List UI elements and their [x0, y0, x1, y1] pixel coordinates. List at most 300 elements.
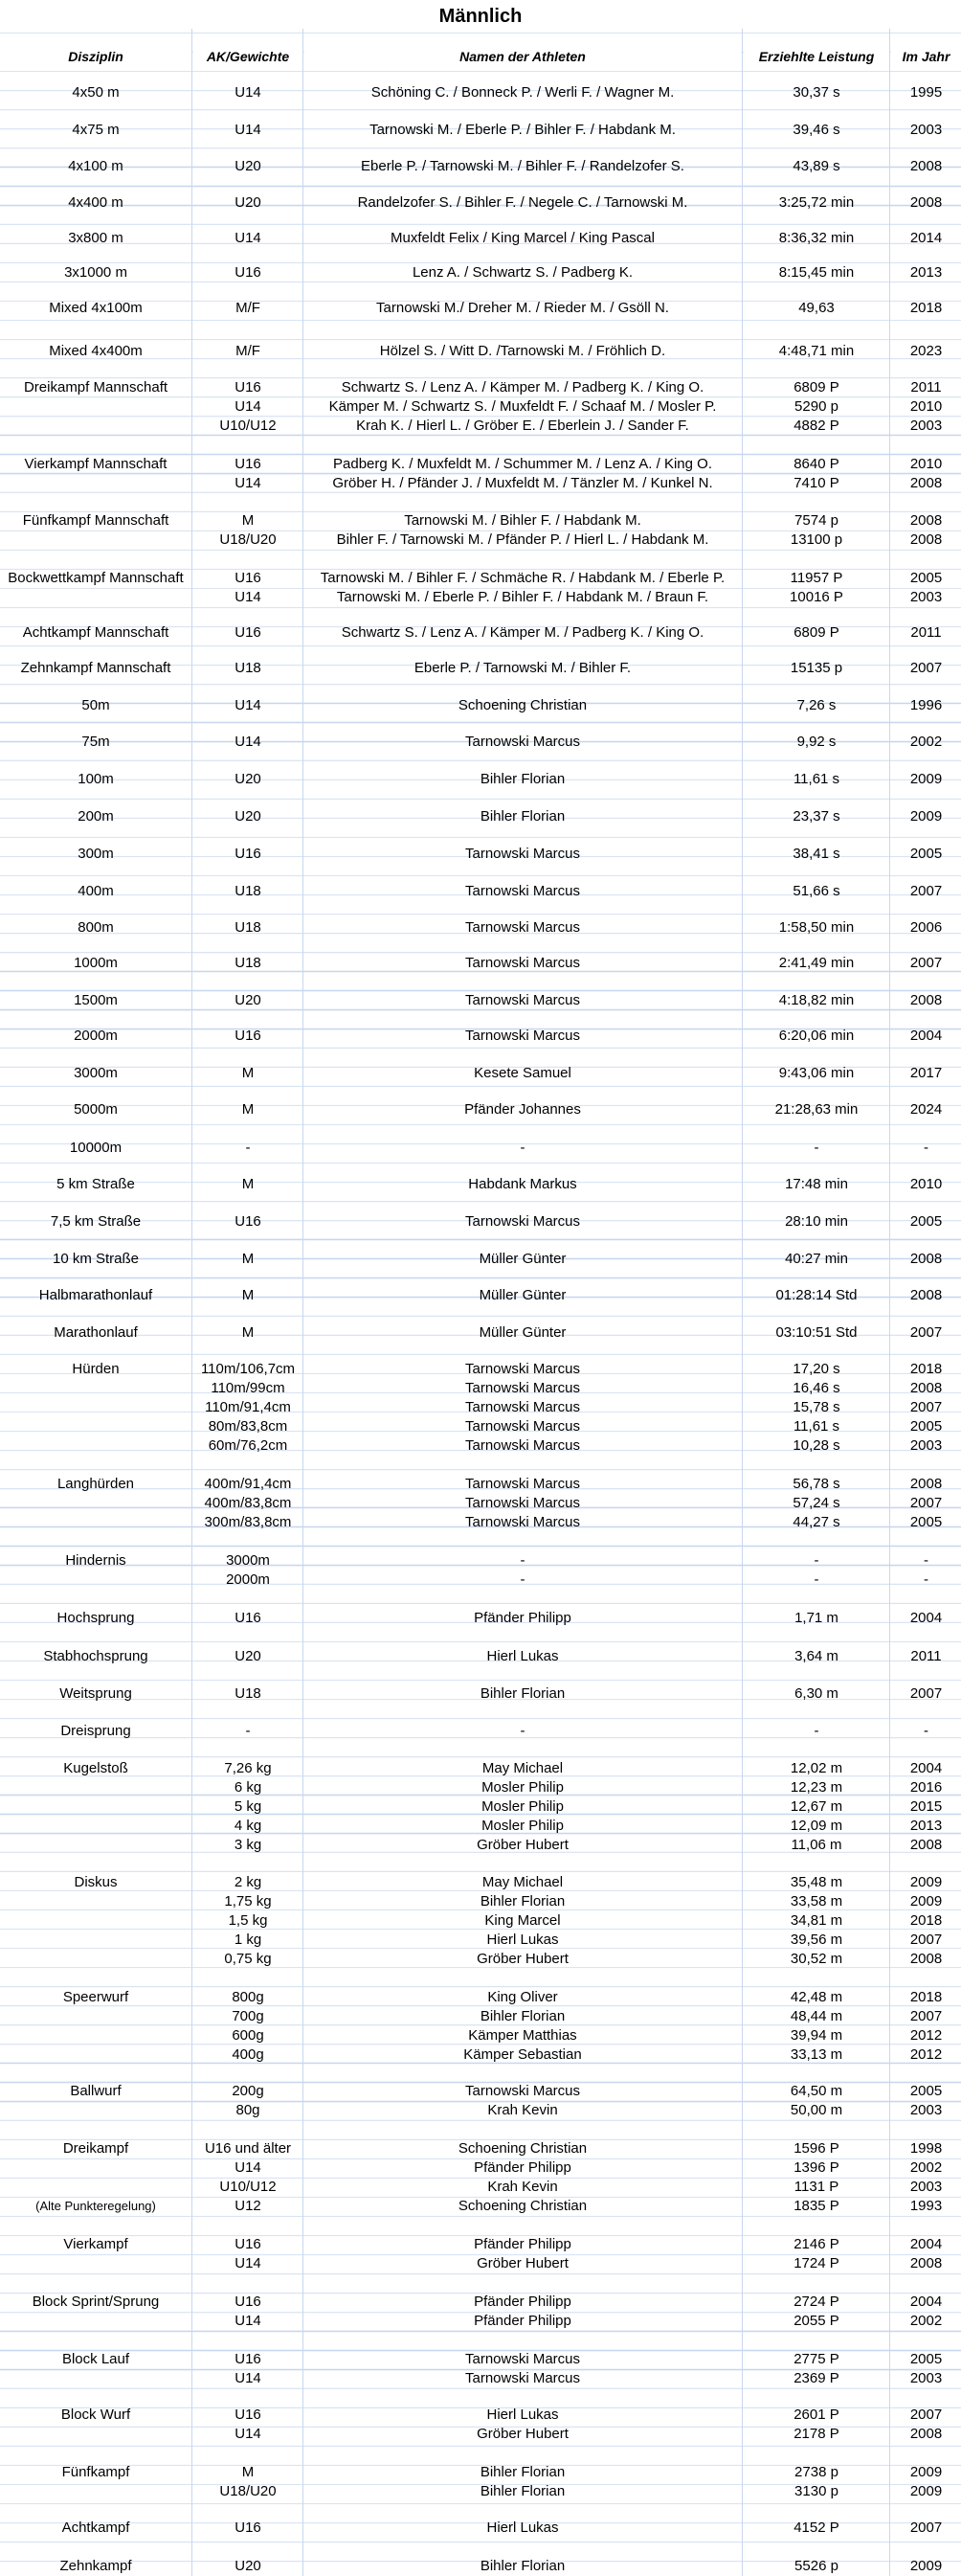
table-row — [0, 2426, 961, 2443]
year-cell: 2018 — [909, 1989, 943, 2005]
ak-cell: U20 — [235, 1648, 261, 1664]
ak-cell: 80g — [235, 2102, 260, 2118]
table-row — [0, 2046, 961, 2064]
performance-cell: 39,94 m — [790, 2027, 843, 2044]
performance-cell: 35,48 m — [790, 1874, 843, 1890]
disziplin-cell: Fünfkampf — [61, 2464, 130, 2480]
table-row — [0, 418, 961, 435]
performance-cell: 49,63 — [798, 300, 835, 316]
year-cell: 2009 — [909, 1874, 943, 1890]
ak-cell: U18/U20 — [219, 531, 277, 548]
performance-cell: 2146 P — [793, 2236, 839, 2252]
performance-cell: 4:48,71 min — [778, 343, 855, 359]
athlete-names-cell: Hierl Lukas — [486, 1932, 559, 1948]
table-row — [0, 1552, 961, 1570]
year-cell: 2010 — [909, 456, 943, 472]
performance-cell: 10,28 s — [793, 1437, 840, 1454]
disziplin-cell — [0, 2102, 191, 2119]
ak-cell: U18 — [235, 660, 261, 676]
year-cell: 2002 — [909, 2159, 943, 2176]
table-row — [0, 919, 961, 937]
disziplin-cell — [0, 418, 191, 435]
disziplin-cell — [0, 1779, 191, 1796]
performance-cell: 13100 p — [790, 531, 843, 548]
performance-cell: 21:28,63 min — [774, 1101, 859, 1118]
athlete-names-cell: Gröber Hubert — [477, 2255, 569, 2271]
athlete-names-cell: Gröber Hubert — [477, 1951, 569, 1967]
year-cell: 2008 — [909, 1380, 943, 1396]
ak-cell: U16 — [235, 1028, 261, 1044]
year-cell: 2008 — [909, 1251, 943, 1267]
year-cell: 2007 — [909, 2008, 943, 2024]
table-row — [0, 1571, 961, 1589]
athlete-names-cell: - — [520, 1571, 525, 1588]
athlete-names-cell: Bihler Florian — [480, 1893, 566, 1909]
disziplin-cell — [0, 1818, 191, 1835]
table-row — [0, 456, 961, 473]
performance-cell: 7,26 s — [796, 697, 837, 713]
year-cell: 2009 — [909, 2483, 943, 2499]
table-row — [0, 1893, 961, 1910]
disziplin-cell: 5000m — [74, 1101, 118, 1118]
disziplin-cell: Block Wurf — [60, 2407, 131, 2423]
athlete-names-cell: Tarnowski Marcus — [464, 1476, 581, 1492]
table-row — [0, 570, 961, 587]
year-cell: 2007 — [909, 1495, 943, 1511]
disziplin-cell: 2000m — [74, 1028, 118, 1044]
athlete-names-cell: Krah Kevin — [487, 2102, 558, 2118]
table-row — [0, 2159, 961, 2177]
athlete-names-cell: Tarnowski M. / Eberle P. / Bihler F. / Habdank M. — [369, 122, 676, 138]
ak-cell: U16 — [235, 2351, 261, 2367]
table-row — [0, 1476, 961, 1493]
table-row — [0, 1437, 961, 1455]
disziplin-cell — [0, 1495, 191, 1512]
table-row — [0, 475, 961, 492]
performance-cell: 6:20,06 min — [778, 1028, 855, 1044]
disziplin-cell: Vierkampf Mannschaft — [24, 456, 168, 472]
ak-cell: U16 — [235, 1610, 261, 1626]
ak-cell: U20 — [235, 808, 261, 825]
athlete-names-cell: Bihler Florian — [480, 771, 566, 787]
year-cell: 2002 — [909, 2313, 943, 2329]
performance-cell: 2178 P — [793, 2426, 839, 2442]
athlete-names-cell: Tarnowski M. / Bihler F. / Habdank M. — [404, 512, 641, 529]
disziplin-cell: 1000m — [74, 955, 118, 971]
performance-cell: 64,50 m — [790, 2083, 843, 2099]
disziplin-cell — [0, 2046, 191, 2064]
year-cell: 2003 — [909, 418, 943, 434]
disziplin-cell: Bockwettkampf Mannschaft — [8, 570, 184, 586]
table-row — [0, 1251, 961, 1268]
athlete-names-cell: Hierl Lukas — [486, 2520, 559, 2536]
performance-cell: 2369 P — [793, 2370, 839, 2386]
table-row — [0, 84, 961, 102]
disziplin-cell: Achtkampf Mannschaft — [22, 624, 169, 641]
table-row — [0, 1874, 961, 1891]
ak-cell: M/F — [235, 300, 260, 316]
athlete-names-cell: Eberle P. / Tarnowski M. / Bihler F. / Randelzofer S. — [361, 158, 684, 174]
disziplin-cell — [0, 2255, 191, 2272]
year-cell: 1995 — [909, 84, 943, 101]
disziplin-cell — [0, 1912, 191, 1930]
disziplin-cell: 100m — [78, 771, 114, 787]
athlete-names-cell: Tarnowski Marcus — [464, 992, 581, 1008]
disziplin-cell: Langhürden — [56, 1476, 135, 1492]
year-cell: 2007 — [909, 660, 943, 676]
table-row — [0, 2370, 961, 2387]
ak-cell: U20 — [235, 2558, 261, 2574]
table-row — [0, 955, 961, 972]
disziplin-cell: Mixed 4x400m — [49, 343, 143, 359]
performance-cell: 33,58 m — [790, 1893, 843, 1909]
performance-cell: 40:27 min — [785, 1251, 848, 1267]
performance-cell: 50,00 m — [790, 2102, 843, 2118]
year-cell: 2008 — [909, 1951, 943, 1967]
performance-cell: 9,92 s — [796, 734, 837, 750]
athlete-names-cell: May Michael — [481, 1874, 564, 1890]
disziplin-cell: 3x800 m — [68, 230, 123, 246]
ak-cell: M — [241, 512, 255, 529]
table-row — [0, 1610, 961, 1627]
table-row — [0, 808, 961, 825]
ak-cell: U16 — [235, 1213, 261, 1230]
athlete-names-cell: - — [520, 1723, 525, 1739]
athlete-names-cell: - — [520, 1552, 525, 1569]
athlete-names-cell: King Marcel — [484, 1912, 561, 1929]
athlete-names-cell: Tarnowski Marcus — [464, 1361, 581, 1377]
athlete-names-cell: Tarnowski Marcus — [464, 1418, 581, 1435]
athlete-names-cell: Tarnowski Marcus — [464, 2351, 581, 2367]
year-cell: 2007 — [909, 1932, 943, 1948]
athlete-names-cell: Mosler Philip — [481, 1779, 564, 1796]
table-row — [0, 1140, 961, 1157]
disziplin-cell: 75m — [81, 734, 110, 750]
ak-cell: 1 kg — [234, 1932, 262, 1948]
athlete-names-cell: Krah Kevin — [487, 2179, 558, 2195]
athlete-names-cell: King Oliver — [487, 1989, 558, 2005]
table-row — [0, 1101, 961, 1119]
athlete-names-cell: Kämper M. / Schwartz S. / Muxfeldt F. / Schaaf M. / Mosler P. — [328, 398, 717, 415]
performance-cell: 6,30 m — [794, 1685, 838, 1702]
year-cell: 2018 — [909, 1912, 943, 1929]
ak-cell: 80m/83,8cm — [208, 1418, 288, 1435]
disziplin-cell: 3x1000 m — [64, 264, 127, 281]
disziplin-cell: 4x75 m — [72, 122, 120, 138]
performance-cell: 8640 P — [793, 456, 839, 472]
year-cell: 2004 — [909, 1028, 943, 1044]
performance-cell: 4:18,82 min — [778, 992, 855, 1008]
disziplin-cell — [0, 1951, 191, 1968]
year-cell: 2011 — [910, 1648, 942, 1664]
athlete-names-cell: Schöning C. / Bonneck P. / Werli F. / Wagner M. — [370, 84, 675, 101]
table-row — [0, 158, 961, 175]
year-cell: 2003 — [909, 1437, 943, 1454]
disziplin-cell — [0, 1418, 191, 1435]
performance-cell: 5526 p — [794, 2558, 838, 2574]
header-ak: AK/Gewichte — [193, 46, 302, 67]
ak-cell: U18/U20 — [219, 2483, 277, 2499]
table-row — [0, 343, 961, 360]
year-cell: 2015 — [909, 1798, 943, 1815]
table-row — [0, 1418, 961, 1435]
year-cell: 2008 — [909, 475, 943, 491]
performance-cell: 39,46 s — [793, 122, 840, 138]
ak-cell: U14 — [235, 734, 261, 750]
performance-cell: 1:58,50 min — [778, 919, 855, 936]
ak-cell: U18 — [235, 883, 261, 899]
performance-cell: 2055 P — [793, 2313, 839, 2329]
header-namen: Namen der Athleten — [304, 46, 741, 67]
disziplin-cell — [0, 2483, 191, 2500]
performance-cell: 2775 P — [793, 2351, 839, 2367]
ak-cell: 400m/83,8cm — [204, 1495, 292, 1511]
performance-cell: 16,46 s — [793, 1380, 840, 1396]
disziplin-cell: Achtkampf — [61, 2520, 130, 2536]
athlete-names-cell: Randelzofer S. / Bihler F. / Negele C. / Tarnowski M. — [357, 194, 688, 211]
table-row — [0, 2294, 961, 2311]
ak-cell: - — [245, 1140, 251, 1156]
disziplin-cell — [0, 2179, 191, 2196]
table-row — [0, 1818, 961, 1835]
athlete-names-cell: Gröber H. / Pfänder J. / Muxfeldt M. / Tänzler M. / Kunkel N. — [332, 475, 713, 491]
disziplin-cell: Mixed 4x100m — [49, 300, 143, 316]
performance-cell: 51,66 s — [793, 883, 840, 899]
athlete-names-cell: Tarnowski Marcus — [464, 883, 581, 899]
athlete-names-cell: Padberg K. / Muxfeldt M. / Schummer M. / Lenz A. / King O. — [333, 456, 712, 472]
table-row — [0, 1932, 961, 1949]
performance-cell: 1131 P — [793, 2179, 839, 2195]
athlete-names-cell: Tarnowski Marcus — [464, 2370, 581, 2386]
table-row — [0, 379, 961, 396]
athlete-names-cell: Bihler F. / Tarnowski M. / Pfänder P. / Hierl L. / Habdank M. — [336, 531, 709, 548]
athlete-names-cell: Tarnowski M. / Bihler F. / Schmäche R. / Habdank M. / Eberle P. — [320, 570, 726, 586]
athlete-names-cell: Tarnowski Marcus — [464, 1514, 581, 1530]
year-cell: 2003 — [909, 589, 943, 605]
ak-cell: U16 — [235, 456, 261, 472]
ak-cell: U10/U12 — [219, 2179, 277, 2195]
table-row — [0, 194, 961, 212]
ak-cell: U14 — [235, 2255, 261, 2271]
disziplin-cell: Dreikampf — [62, 2140, 129, 2157]
table-row — [0, 2140, 961, 2158]
year-cell: 2008 — [909, 1287, 943, 1303]
table-row — [0, 1361, 961, 1378]
table-row — [0, 1213, 961, 1231]
ak-cell: U14 — [235, 2159, 261, 2176]
table-row — [0, 992, 961, 1009]
ak-cell: 7,26 kg — [224, 1760, 272, 1776]
performance-cell: 12,23 m — [790, 1779, 843, 1796]
year-cell: 2005 — [909, 2351, 943, 2367]
performance-cell: 34,81 m — [790, 1912, 843, 1929]
ak-cell: 110m/99cm — [211, 1380, 285, 1396]
disziplin-cell — [0, 2027, 191, 2045]
athlete-names-cell: Hölzel S. / Witt D. /Tarnowski M. / Fröhlich D. — [379, 343, 666, 359]
year-cell: 2010 — [909, 398, 943, 415]
year-cell: 2016 — [909, 1779, 943, 1796]
ak-cell: U20 — [235, 992, 261, 1008]
table-row — [0, 122, 961, 139]
performance-cell: - — [814, 1140, 819, 1156]
table-row — [0, 1324, 961, 1342]
athlete-names-cell: Habdank Markus — [468, 1176, 577, 1192]
table-row — [0, 589, 961, 606]
performance-cell: 7574 p — [794, 512, 838, 529]
year-cell: 2007 — [909, 955, 943, 971]
performance-cell: 33,13 m — [790, 2046, 843, 2063]
year-cell: 2004 — [909, 1760, 943, 1776]
ak-cell: U16 — [235, 624, 261, 641]
athlete-names-cell: - — [520, 1140, 525, 1156]
table-row — [0, 2351, 961, 2368]
ak-cell: U20 — [235, 194, 261, 211]
performance-cell: 2724 P — [793, 2294, 839, 2310]
disziplin-cell — [0, 1798, 191, 1816]
performance-cell: 30,37 s — [793, 84, 840, 101]
ak-cell: U20 — [235, 771, 261, 787]
disziplin-cell: Kugelstoß — [63, 1760, 128, 1776]
year-cell: 2008 — [909, 2426, 943, 2442]
athlete-names-cell: Krah K. / Hierl L. / Gröber E. / Eberlein J. / Sander F. — [356, 418, 689, 434]
table-row — [0, 1837, 961, 1854]
performance-cell: 1396 P — [793, 2159, 839, 2176]
disziplin-cell: 400m — [78, 883, 114, 899]
disziplin-cell — [0, 589, 191, 606]
athlete-names-cell: Tarnowski Marcus — [464, 1495, 581, 1511]
ak-cell: U14 — [235, 2426, 261, 2442]
ak-cell: U16 — [235, 2407, 261, 2423]
performance-cell: 8:15,45 min — [778, 264, 855, 281]
table-row — [0, 1798, 961, 1816]
athlete-names-cell: Bihler Florian — [480, 2483, 566, 2499]
table-row — [0, 2008, 961, 2025]
disziplin-cell: Block Lauf — [61, 2351, 130, 2367]
year-cell: 2008 — [909, 1837, 943, 1853]
table-row — [0, 846, 961, 863]
disziplin-cell: 300m — [78, 846, 114, 862]
table-row — [0, 2464, 961, 2481]
athlete-names-cell: Tarnowski Marcus — [464, 734, 581, 750]
athlete-names-cell: Tarnowski Marcus — [464, 1213, 581, 1230]
disziplin-cell: 4x50 m — [72, 84, 120, 101]
disziplin-cell — [0, 1932, 191, 1949]
disziplin-cell: 10 km Straße — [52, 1251, 140, 1267]
ak-cell: U16 — [235, 2294, 261, 2310]
year-cell: 2005 — [909, 1213, 943, 1230]
performance-cell: 3,64 m — [794, 1648, 838, 1664]
athlete-names-cell: Pfänder Philipp — [474, 2294, 571, 2310]
performance-cell: - — [814, 1552, 819, 1569]
table-row — [0, 734, 961, 751]
athlete-names-cell: Pfänder Johannes — [464, 1101, 581, 1118]
ak-cell: U14 — [235, 2313, 261, 2329]
ak-cell: 110m/91,4cm — [205, 1399, 291, 1415]
performance-cell: 43,89 s — [793, 158, 840, 174]
ak-cell: M/F — [235, 343, 260, 359]
table-row — [0, 2083, 961, 2100]
athlete-names-cell: Müller Günter — [479, 1251, 567, 1267]
disziplin-cell: Diskus — [74, 1874, 118, 1890]
disziplin-cell — [0, 1893, 191, 1910]
disziplin-cell: Fünfkampf Mannschaft — [22, 512, 169, 529]
year-cell: 1996 — [909, 697, 943, 713]
year-cell: - — [924, 1571, 928, 1588]
athlete-names-cell: Tarnowski Marcus — [464, 1380, 581, 1396]
table-row — [0, 1399, 961, 1416]
performance-cell: 4882 P — [793, 418, 839, 434]
year-cell: 2008 — [909, 992, 943, 1008]
table-row — [0, 1495, 961, 1512]
disziplin-cell: Halbmarathonlauf — [38, 1287, 153, 1303]
ak-cell: 110m/106,7cm — [200, 1361, 296, 1377]
disziplin-cell: 5 km Straße — [56, 1176, 135, 1192]
ak-cell: 5 kg — [234, 1798, 262, 1815]
performance-cell: 30,52 m — [790, 1951, 843, 1967]
year-cell: 2005 — [909, 2083, 943, 2099]
athlete-names-cell: Schoening Christian — [458, 2198, 588, 2214]
year-cell: 2004 — [909, 2294, 943, 2310]
year-cell: 2007 — [909, 2520, 943, 2536]
performance-cell: - — [814, 1571, 819, 1588]
performance-cell: 17:48 min — [785, 1176, 848, 1192]
year-cell: 1993 — [909, 2198, 943, 2214]
athlete-names-cell: Pfänder Philipp — [474, 2236, 571, 2252]
performance-cell: 28:10 min — [785, 1213, 848, 1230]
performance-cell: - — [814, 1723, 819, 1739]
ak-cell: 400g — [232, 2046, 264, 2063]
year-cell: 2007 — [909, 883, 943, 899]
year-cell: 2007 — [909, 2407, 943, 2423]
year-cell: 2011 — [910, 379, 942, 395]
table-row — [0, 1028, 961, 1045]
year-cell: - — [924, 1552, 928, 1569]
year-cell: 2005 — [909, 570, 943, 586]
performance-cell: 12,67 m — [790, 1798, 843, 1815]
performance-cell: 6809 P — [793, 379, 839, 395]
table-row — [0, 2255, 961, 2272]
year-cell: 2008 — [909, 1476, 943, 1492]
athlete-names-cell: May Michael — [481, 1760, 564, 1776]
athlete-names-cell: Schwartz S. / Lenz A. / Kämper M. / Padberg K. / King O. — [341, 379, 704, 395]
year-cell: 2007 — [909, 1324, 943, 1341]
year-cell: 2005 — [909, 1418, 943, 1435]
disziplin-cell: (Alte Punkteregelung) — [35, 2199, 156, 2213]
ak-cell: U18 — [235, 955, 261, 971]
athlete-names-cell: Eberle P. / Tarnowski M. / Bihler F. — [413, 660, 632, 676]
disziplin-cell: Hürden — [72, 1361, 120, 1377]
table-row — [0, 1065, 961, 1082]
sheet-title: Männlich — [0, 0, 961, 29]
year-cell: 2013 — [909, 1818, 943, 1834]
disziplin-cell: 4x100 m — [68, 158, 123, 174]
year-cell: 2008 — [909, 2255, 943, 2271]
ak-cell: 600g — [232, 2027, 264, 2044]
performance-cell: 9:43,06 min — [778, 1065, 855, 1081]
year-cell: 2012 — [909, 2046, 943, 2063]
ak-cell: U10/U12 — [219, 418, 277, 434]
athlete-names-cell: Tarnowski Marcus — [464, 955, 581, 971]
performance-cell: 10016 P — [790, 589, 843, 605]
table-row — [0, 230, 961, 247]
table-row — [0, 2179, 961, 2196]
disziplin-cell — [0, 2159, 191, 2177]
year-cell: 2024 — [909, 1101, 943, 1118]
disziplin-cell: 10000m — [69, 1140, 123, 1156]
performance-cell: 8:36,32 min — [778, 230, 855, 246]
ak-cell: 300m/83,8cm — [204, 1514, 292, 1530]
ak-cell: U18 — [235, 1685, 261, 1702]
